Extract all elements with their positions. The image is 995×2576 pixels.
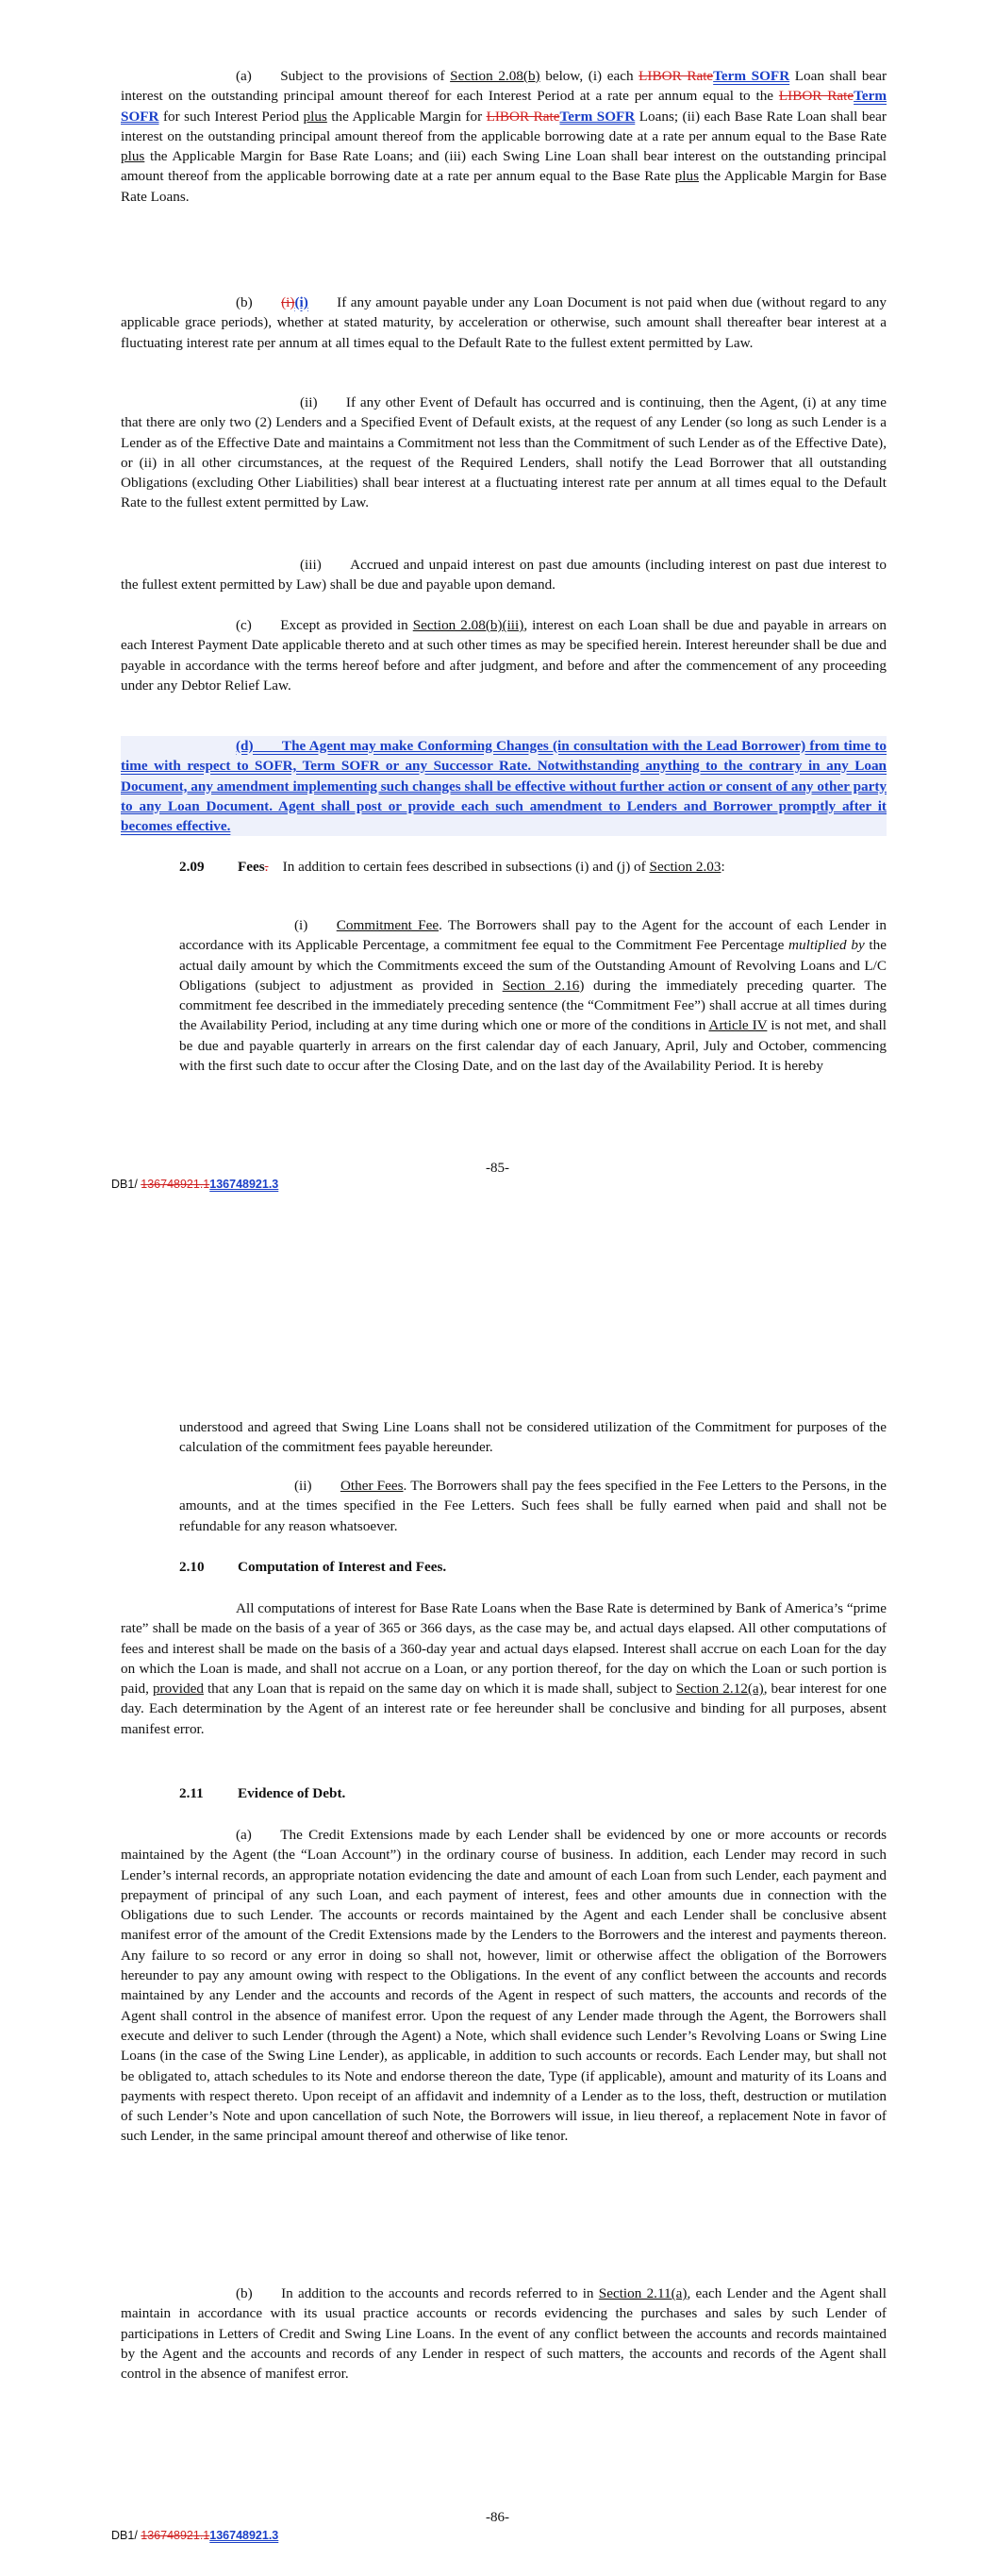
deleted-text: 136748921.1 (141, 1178, 210, 1191)
section-2-09-ii-paragraph: (ii) Other Fees. The Borrowers shall pay the fees specified in the Fee Letters to the Persons, in the amounts, and at the times specified in the Fee Letters. Such fees shall be fully earned when paid and shall not be refundable for any reason whatsoever. (179, 1478, 887, 1534)
section-2-08-b-i-paragraph: (b) (i)(i) If any amount payable under any Loan Document is not paid when due (without regard to any applicable grace periods), whether at stated maturity, by acceleration or otherwise, such amount shall thereafter bear interest at a fluctuating interest rate per annum at all times equal to the Default Rate to the fullest extent permitted by Law. (121, 294, 887, 351)
section-2-11-heading: 2.11 Evidence of Debt. (179, 1785, 346, 1801)
article-reference: Article IV (708, 1017, 768, 1034)
section-reference: Section 2.08(b)(iii) (412, 617, 524, 633)
section-2-08-b-iii-paragraph: (iii) Accrued and unpaid interest on past due amounts (including interest on past due interest to the fullest extent permitted by Law) shall be due and payable upon demand. (121, 557, 887, 594)
section-2-10-paragraph: All computations of interest for Base Rate Loans when the Base Rate is determined by Bank of America’s “prime rate” shall be made on the basis of a year of 365 or 366 days, as the case may be, and actual days elapsed. All other computations of fees and interest shall be made on the basis of a 360-day year and actual days elapsed. Interest shall accrue on each Loan for the day on which the Loan is made, and shall not accrue on a Loan, or any portion thereof, for the day on which the Loan or such portion is paid, provided that any Loan that is repaid on the same day on which it is made shall, subject to Section 2.12(a), bear interest for one day. Each determination by the Agent of an interest rate or fee hereunder shall be conclusive and binding for all purposes, absent manifest error. (121, 1600, 887, 1737)
section-2-09-heading: 2.09 Fees. In addition to certain fees described in subsections (i) and (j) of Section 2.03: (179, 859, 725, 875)
section-reference: Section 2.16 (502, 977, 580, 994)
inserted-text: Term SOFR (713, 68, 790, 84)
inserted-text: 136748921.3 (209, 1178, 279, 1191)
deleted-text: LIBOR Rate (778, 88, 854, 105)
section-2-08-c-paragraph: (c) Except as provided in Section 2.08(b)(iii), interest on each Loan shall be due and payable in arrears on each Interest Payment Date applicable thereto and at such other times as may be specified herein. Interest hereunder shall be due and payable in accordance with the terms hereof before and after judgment, and before and after the commencement of any proceeding under any Debtor Relief Law. (121, 617, 887, 694)
inserted-text: Term SOFR (121, 88, 887, 125)
inserted-text: (i) (294, 294, 308, 310)
inserted-text: Term SOFR (559, 108, 636, 125)
page-86 (0, 1255, 995, 2576)
section-reference: Section 2.12(a) (675, 1681, 764, 1698)
section-reference: Section 2.11(a) (598, 2285, 688, 2301)
section-2-08-a-paragraph: (a) Subject to the provisions of Section 2.08(b) below, (i) each LIBOR RateTerm SOFR Loan shall bear interest on the outstanding principal amount thereof for each Interest Period at a rate per annum equal to the LIBOR RateTerm SOFR for such Interest Period plus the Applicable Margin for LIBOR RateTerm SOFR Loans; (ii) each Base Rate Loan shall bear interest on the outstanding principal amount thereof from the applicable borrowing date at a rate per annum equal to the Base Rate plus the Applicable Margin for Base Rate Loans; and (iii) each Swing Line Loan shall bear interest on the outstanding principal amount thereof from the applicable borrowing date at a rate per annum equal to the Base Rate plus the Applicable Margin for Base Rate Loans. (121, 68, 887, 205)
section-2-08-d-inserted-paragraph: (d) The Agent may make Conforming Changes (in consultation with the Lead Borrower) from time to time with respect to SOFR, Term SOFR or any Successor Rate. Notwithstanding anything to the contrary in any Loan Document, any amendment implementing such changes shall be effective without further action or consent of any other party to any Loan Document. Agent shall post or provide each such amendment to Lenders and Borrower promptly after it becomes effective. (121, 736, 887, 836)
deleted-text: LIBOR Rate (486, 108, 560, 125)
page-number: -85- (486, 1161, 509, 1176)
section-reference: Section 2.03 (649, 859, 721, 875)
section-2-09-i-continuation: understood and agreed that Swing Line Loans shall not be considered utilization of the Commitment for purposes of the calculation of the commitment fees payable hereunder. (179, 1419, 887, 1456)
document-footer: DB1/ 136748921.1136748921.3 (111, 1178, 279, 1191)
section-2-09-i-paragraph: (i) Commitment Fee. The Borrowers shall pay to the Agent for the account of each Lender in accordance with its Applicable Percentage, a commitment fee equal to the Commitment Fee Percentage multiplied by the actual daily amount by which the Commitments exceed the sum of the Outstanding Amount of Revolving Loans and L/C Obligations (subject to adjustment as provided in Section 2.16) during the immediately preceding quarter. The commitment fee described in the immediately preceding sentence (the “Commitment Fee”) shall accrue at all times during the Availability Period, including at any time during which one or more of the conditions in Article IV is not met, and shall be due and payable quarterly in arrears on the first calendar day of each January, April, July and October, commencing with the first such date to occur after the Closing Date, and on the last day of the Availability Period. It is hereby (179, 917, 887, 1075)
section-2-11-a-paragraph: (a) The Credit Extensions made by each Lender shall be evidenced by one or more accounts or records maintained by the Agent (the “Loan Account”) in the ordinary course of business. In addition, each Lender may record in such Lender’s internal records, an appropriate notation evidencing the date and amount of each Loan from such Lender, each payment and prepayment of principal of any such Loan, and each payment of interest, fees and other amounts due in connection with the Obligations due to such Lender. The accounts or records maintained by the Agent and each Lender shall be conclusive absent manifest error of the amount of the Credit Extensions made by the Lenders to the Borrowers and the interest and payments thereon. Any failure to so record or any error in doing so shall not, however, limit or otherwise affect the obligation of the Borrowers hereunder to pay any amount owing with respect to the Obligations. In the event of any conflict between the accounts and records maintained by any Lender and the accounts and records of the Agent in respect of such matters, the accounts and records of the Agent shall control in the absence of manifest error. Upon the request of any Lender made through the Agent, the Borrowers shall execute and deliver to such Lender (through the Agent) a Note, which shall evidence such Lender’s Revolving Loans or Swing Line Loans (in the case of the Swing Line Lender), as applicable, in addition to such accounts or records. Each Lender may, but shall not be obligated to, attach schedules to its Note and endorse thereon the date, Type (if applicable), amount and maturity of its Loans and payments with respect thereto. Upon receipt of an affidavit and indemnity of a Lender as to the loss, theft, destruction or mutilation of such Lender’s Note and upon cancellation of such Note, the Borrowers will issue, in lieu thereof, a replacement Note in favor of such Lender, in the same principal amount thereof and otherwise of like tenor. (121, 1827, 887, 2145)
deleted-text: (i) (281, 294, 295, 310)
page-85 (0, 0, 995, 1255)
page-number: -86- (486, 2510, 509, 2525)
inserted-text: 136748921.3 (209, 2529, 279, 2542)
section-reference: Section 2.08(b) (450, 68, 540, 84)
deleted-text: LIBOR Rate (638, 68, 714, 84)
section-2-10-heading: 2.10 Computation of Interest and Fees. (179, 1559, 447, 1575)
section-2-11-b-paragraph: (b) In addition to the accounts and records referred to in Section 2.11(a), each Lender and the Agent shall maintain in accordance with its usual practice accounts or records evidencing the purchases and sales by such Lender of participations in Letters of Credit and Swing Line Loans. In the event of any conflict between the accounts and records maintained by the Agent and the accounts and records of any Lender in respect of such matters, the accounts and records of the Agent shall control in the absence of manifest error. (121, 2285, 887, 2383)
deleted-text: 136748921.1 (141, 2529, 210, 2542)
document-footer: DB1/ 136748921.1136748921.3 (111, 2529, 279, 2542)
section-2-08-b-ii-paragraph: (ii) If any other Event of Default has occurred and is continuing, then the Agent, (i) at any time that there are only two (2) Lenders and a Specified Event of Default exists, at the request of any Lender (so long as such Lender is a Lender as of the Effective Date and maintains a Commitment not less than the Commitment of such Lender as of the Effective Date), or (ii) in all other circumstances, at the request of the Required Lenders, shall notify the Lead Borrower that all outstanding Obligations (excluding Other Liabilities) shall bear interest at a fluctuating interest rate per annum at all times equal to the Default Rate to the fullest extent permitted by Law. (121, 394, 887, 511)
